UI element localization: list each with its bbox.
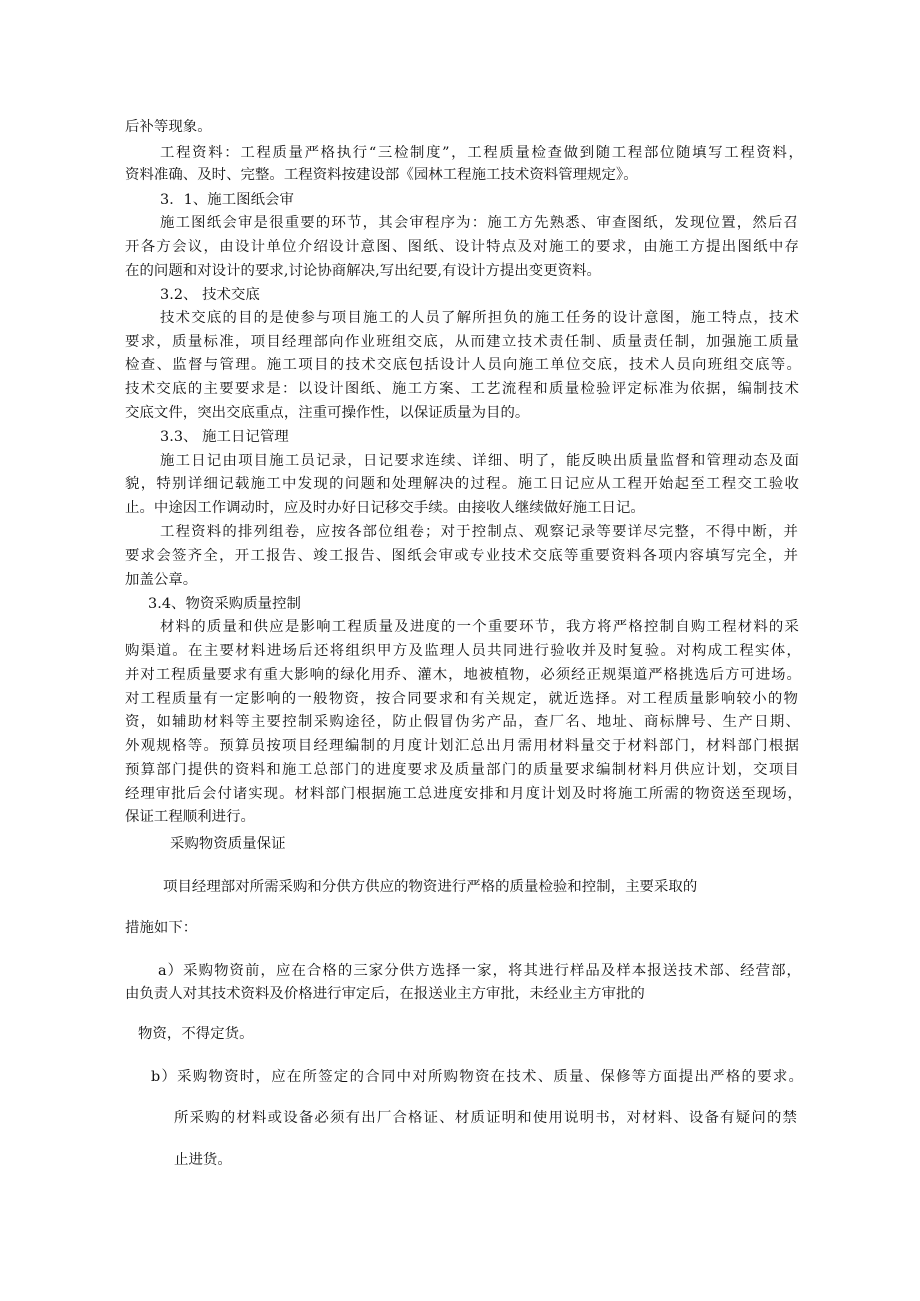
list-item-b: b）采购物资时，应在所签定的合同中对所购物资在技术、质量、保修等方面提出严格的要求。	[151, 1069, 803, 1085]
paragraph-line: 对工程质量有一定影响的一般物资，按合同要求和有关规定，就近选择。对工程质量影响较小的物	[125, 691, 798, 707]
paragraph-line: 技术交底的目的是使参与项目施工的人员了解所担负的施工任务的设计意图，施工特点，技术	[160, 310, 799, 326]
paragraph-line: 并对工程质量要求有重大影响的绿化用乔、灌木，地被植物，必须经正规渠道严格挑选后方可进场。	[125, 667, 801, 683]
paragraph-line: 所采购的材料或设备必须有出厂合格证、材质证明和使用说明书，对材料、设备有疑问的禁	[174, 1110, 797, 1126]
section-heading-3-3: 3.3、 施工日记管理	[160, 429, 289, 445]
paragraph-line: 资，如辅助材料等主要控制采购途径，防止假冒伪劣产品，查厂名、地址、商标牌号、生产日期、	[125, 714, 800, 730]
paragraph-line: 材料的质量和供应是影响工程质量及进度的一个重要环节，我方将严格控制自购工程材料的采	[160, 619, 799, 635]
list-item-a: a）采购物资前，应在合格的三家分供方选择一家，将其进行样品及样本报送技术部、经营部，	[158, 963, 801, 979]
paragraph-line: 项目经理部对所需采购和分供方供应的物资进行严格的质量检验和控制，主要采取的	[163, 879, 698, 895]
paragraph-line: 预算部门提供的资料和施工总部门的进度要求及质量部门的质量要求编制材料月供应计划，交项目	[125, 762, 799, 778]
section-heading-3-4: 3.4、物资采购质量控制	[148, 596, 302, 612]
paragraph-line: 检查、监督与管理。施工项目的技术交底包括设计人员向施工单位交底，技术人员向班组交底等。	[125, 357, 801, 373]
paragraph-line: 开各方会议，由设计单位介绍设计意图、图纸、设计特点及对施工的要求，由施工方提出图纸中存	[125, 239, 799, 255]
paragraph-line: 工程资料的排列组卷，应按各部位组卷；对于控制点、观察记录等要详尽完整，不得中断，并	[160, 524, 798, 540]
paragraph-line: 保证工程顺利进行。	[125, 809, 255, 825]
paragraph-line: 资料准确、及时、完整。工程资料按建设部《园林工程施工技术资料管理规定》。	[125, 167, 638, 183]
paragraph-line: 加盖公章。	[125, 572, 198, 588]
paragraph-line: 貌，特别详细记载施工中发现的问题和处理解决的过程。施工日记应从工程开始起至工程交工验收	[125, 476, 799, 492]
paragraph-line: 购渠道。在主要材料进场后还将组织甲方及监理人员共同进行验收并及时复验。对构成工程实体，	[125, 643, 801, 659]
paragraph-line: 交底文件，突出交底重点，注重可操作性，以保证质量为目的。	[125, 405, 530, 421]
paragraph-line: 止进货。	[174, 1152, 232, 1168]
paragraph-line: 要求会签齐全，开工报告、竣工报告、图纸会审或专业技术交底等重要资料各项内容填写完全，并	[125, 548, 798, 564]
section-heading-3-2: 3.2、 技术交底	[160, 287, 260, 303]
paragraph-line: 工程资料：工程质量严格执行“三检制度”，工程质量检查做到随工程部位随填写工程资料，	[160, 145, 803, 161]
paragraph-line: 在的问题和对设计的要求,讨论协商解决,写出纪要,有设计方提出变更资料。	[125, 263, 601, 279]
paragraph-line: 由负责人对其技术资料及价格进行审定后，在报送业主方审批，未经业主方审批的	[125, 986, 645, 1002]
paragraph-line: 后补等现象。	[125, 119, 212, 135]
paragraph-line: 止。中途因工作调动时，应及时办好日记移交手续。由接收人继续做好施工日记。	[125, 500, 645, 516]
paragraph-line: 外观规格等。预算员按项目经理编制的月度计划汇总出月需用材料量交于材料部门，材料部门根据	[125, 738, 799, 754]
paragraph-line: 物资，不得定货。	[138, 1026, 254, 1042]
paragraph-line: 施工图纸会审是很重要的环节，其会审程序为：施工方先熟悉、审查图纸，发现位置，然后召	[160, 215, 798, 231]
paragraph-line: 技术交底的主要要求是：以设计图纸、施工方案、工艺流程和质量检验评定标准为依据，编制技术	[125, 381, 799, 397]
paragraph-line: 施工日记由项目施工员记录，日记要求连续、详细、明了，能反映出质量监督和管理动态及面	[160, 453, 799, 469]
section-heading-procurement: 采购物资质量保证	[170, 836, 286, 852]
section-heading-3-1: 3．1、施工图纸会审	[160, 192, 294, 208]
paragraph-line: 要求，质量标准，项目经理部向作业班组交底，从而建立技术责任制、质量责任制，加强施工质量	[125, 334, 799, 350]
paragraph-line: 经理审批后会付诸实现。材料部门根据施工总进度安排和月度计划及时将施工所需的物资送至现场，	[125, 786, 802, 802]
paragraph-line: 措施如下：	[125, 920, 198, 936]
